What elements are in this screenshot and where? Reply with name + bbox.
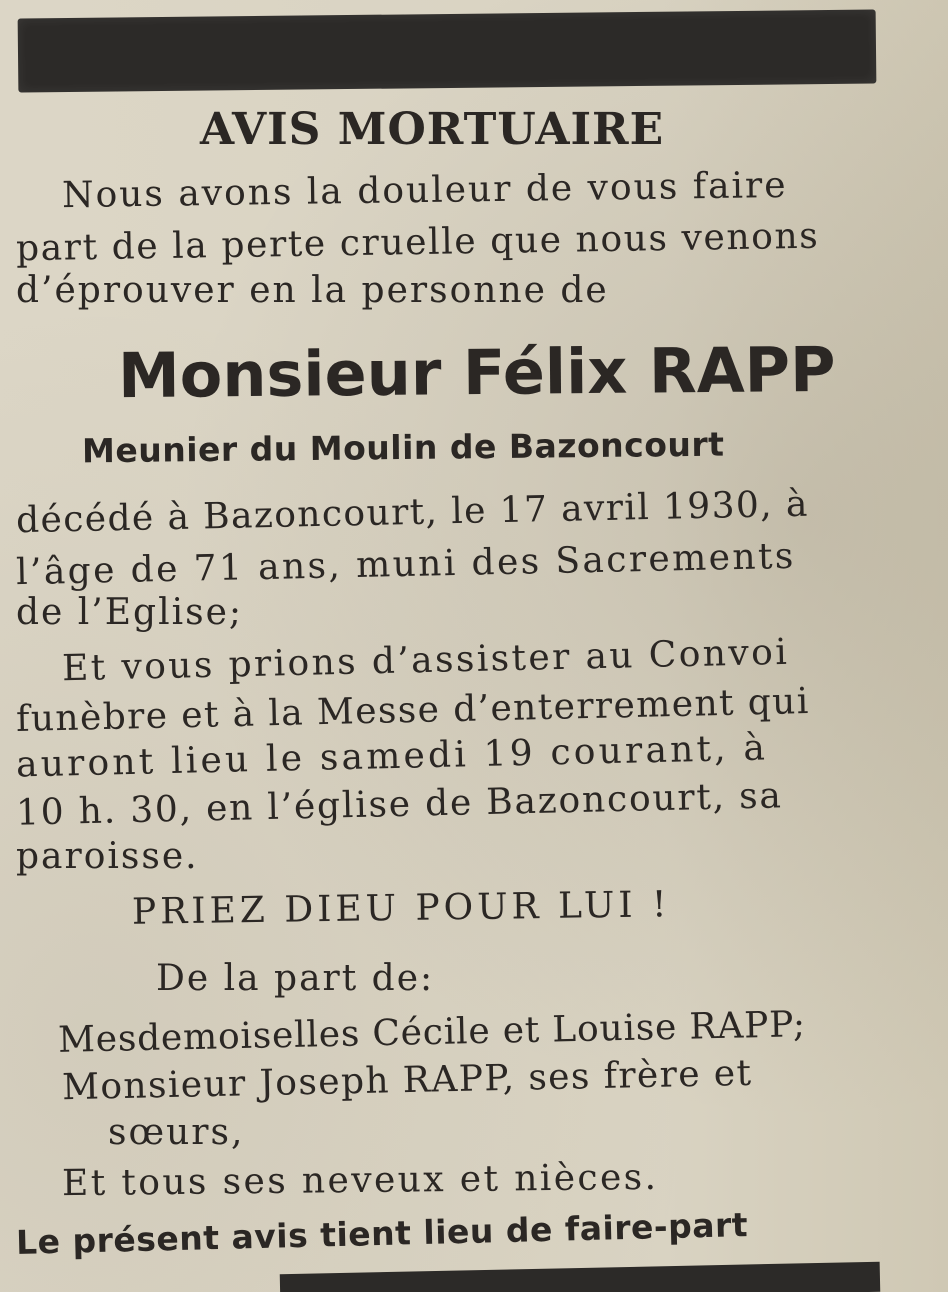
family-line-1: Mesdemoiselles Cécile et Louise RAPP; bbox=[57, 1004, 807, 1061]
family-line-3: sœurs, bbox=[108, 1112, 245, 1153]
deceased-name: Monsieur Félix RAPP bbox=[117, 332, 836, 413]
intro-line-1: Nous avons la douleur de vous faire bbox=[61, 164, 788, 217]
bottom-black-rule bbox=[280, 1262, 880, 1292]
from-label: De la part de: bbox=[156, 958, 435, 999]
notice-title: AVIS MORTUAIRE bbox=[200, 104, 665, 155]
death-line-3: de l’Eglise; bbox=[16, 592, 244, 633]
service-line-3: auront lieu le samedi 19 courant, à bbox=[15, 727, 769, 786]
service-line-5: paroisse. bbox=[16, 836, 199, 877]
deceased-occupation: Meunier du Moulin de Bazoncourt bbox=[81, 424, 725, 471]
service-line-2: funèbre et à la Messe d’enterrement qui bbox=[15, 681, 811, 740]
top-black-rule bbox=[18, 10, 877, 93]
service-line-4: 10 h. 30, en l’église de Bazoncourt, sa bbox=[15, 775, 784, 834]
service-line-1: Et vous prions d’assister au Convoi bbox=[61, 631, 790, 690]
family-line-2: Monsieur Joseph RAPP, ses frère et bbox=[61, 1052, 753, 1109]
family-line-4: Et tous ses neveux et nièces. bbox=[61, 1156, 659, 1205]
death-line-1: décédé à Bazoncourt, le 17 avril 1930, à bbox=[15, 483, 810, 542]
intro-line-3: d’éprouver en la personne de bbox=[16, 270, 609, 311]
prayer-line: PRIEZ DIEU POUR LUI ! bbox=[131, 884, 671, 933]
death-line-2: l’âge de 71 ans, muni des Sacrements bbox=[15, 535, 797, 594]
footer-line: Le présent avis tient lieu de faire-part bbox=[15, 1205, 749, 1262]
intro-line-2: part de la perte cruelle que nous venons bbox=[15, 215, 820, 270]
